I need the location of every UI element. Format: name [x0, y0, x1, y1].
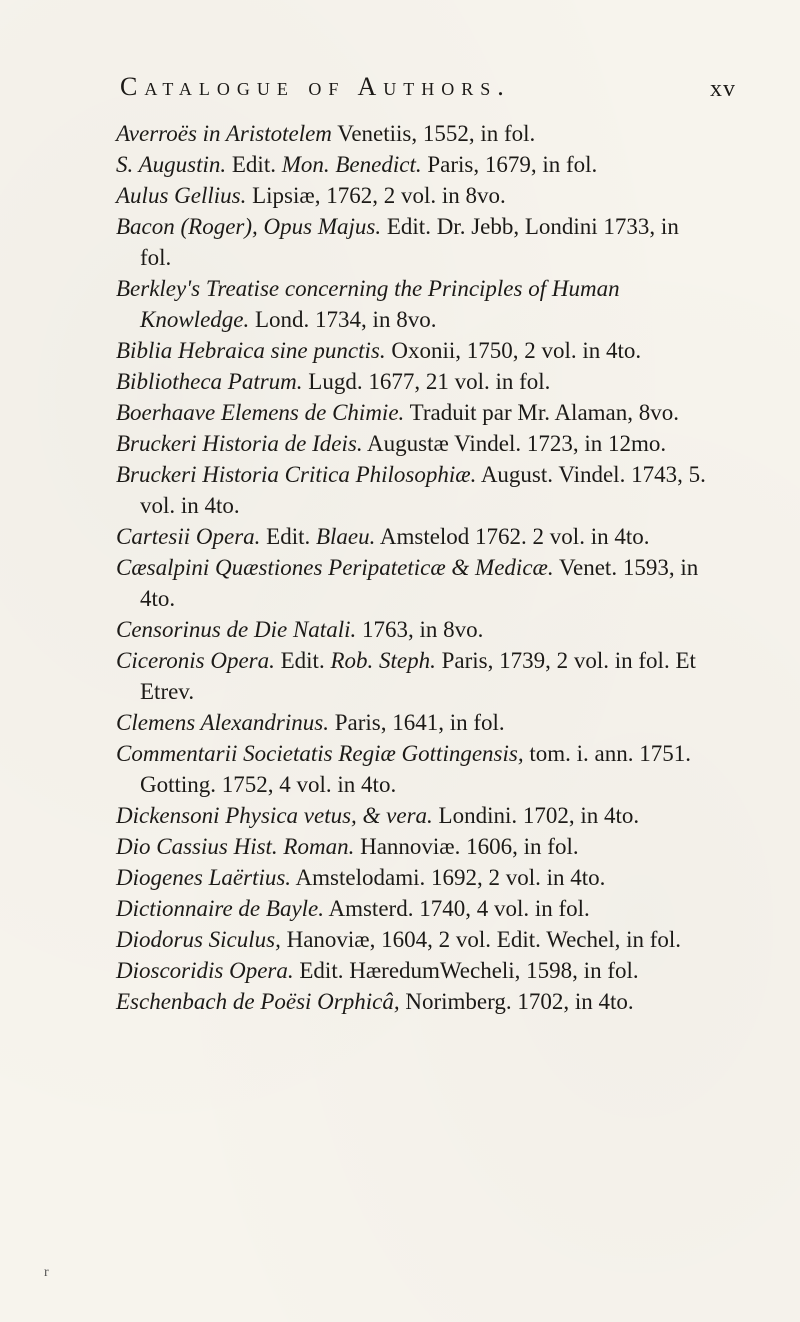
- entry-title: Cartesii Opera.: [116, 524, 261, 549]
- entry-title: Averroës in Aristotelem: [116, 121, 332, 146]
- entry-details: Lond. 1734, in 8vo.: [249, 307, 437, 332]
- entry-details: Paris, 1679, in fol.: [421, 152, 598, 177]
- catalogue-entry: [0, 862, 710, 893]
- entry-details: Edit. Dr. Jebb, Londini 1733, in fol.: [140, 214, 679, 270]
- catalogue-entry: [0, 645, 710, 707]
- entry-title: Aulus Gellius.: [116, 183, 247, 208]
- entry-details: Amstelodami. 1692, 2 vol. in 4to.: [291, 865, 606, 890]
- catalogue-entry: [0, 428, 710, 459]
- entry-title: Mon. Benedict.: [281, 152, 422, 177]
- entry-details: Venet. 1593, in 4to.: [140, 555, 699, 611]
- catalogue-entry: [0, 800, 710, 831]
- entry-details: Lugd. 1677, 21 vol. in fol.: [302, 369, 551, 394]
- stray-mark: r: [44, 1265, 49, 1280]
- entry-details: Amstelod 1762. 2 vol. in 4to.: [375, 524, 650, 549]
- entry-title: S. Augustin.: [116, 152, 227, 177]
- entry-details: Oxonii, 1750, 2 vol. in 4to.: [385, 338, 642, 363]
- entry-details: 1763, in 8vo.: [356, 617, 484, 642]
- catalogue-entry: [0, 335, 710, 366]
- catalogue-entry: [0, 118, 710, 149]
- entry-details: Traduit par Mr. Alaman, 8vo.: [404, 400, 680, 425]
- entry-details: Lipsiæ, 1762, 2 vol. in 8vo.: [246, 183, 506, 208]
- catalogue-entry: [0, 924, 710, 955]
- entry-details: Hannoviæ. 1606, in fol.: [354, 834, 579, 859]
- entry-details: August. Vindel. 1743, 5. vol. in 4to.: [140, 462, 706, 518]
- catalogue-entry: [0, 149, 710, 180]
- entry-title: Bacon (Roger), Opus Majus.: [116, 214, 382, 239]
- entry-details: Paris, 1641, in fol.: [328, 710, 505, 735]
- entry-title: Cæsalpini Quæstiones Peripateticæ & Medicæ.: [116, 555, 554, 580]
- entry-title: Diodorus Siculus,: [116, 927, 281, 952]
- entry-details: Edit.: [274, 648, 331, 673]
- catalogue-entry: [0, 893, 710, 924]
- entry-title: Eschenbach de Poësi Orphicâ,: [116, 989, 400, 1014]
- entry-details: Amsterd. 1740, 4 vol. in fol.: [324, 896, 590, 921]
- entry-title: Bibliotheca Patrum.: [116, 369, 303, 394]
- page-header: Catalogue of Authors.: [120, 72, 511, 101]
- catalogue-entry: [0, 273, 710, 335]
- entry-title: Clemens Alexandrinus.: [116, 710, 329, 735]
- catalogue-entry: [0, 459, 710, 521]
- catalogue-entry: [0, 180, 710, 211]
- entry-details: Edit.: [260, 524, 316, 549]
- entry-title: Rob. Steph.: [330, 648, 436, 673]
- entry-details: Augustæ Vindel. 1723, in 12mo.: [362, 431, 667, 456]
- entry-title: Biblia Hebraica sine punctis.: [116, 338, 386, 363]
- entry-title: Ciceronis Opera.: [116, 648, 275, 673]
- entry-title: Dioscoridis Opera.: [116, 958, 294, 983]
- entry-title: Bruckeri Historia de Ideis.: [116, 431, 363, 456]
- catalogue-entry: [0, 831, 710, 862]
- catalogue-entry: [0, 552, 710, 614]
- entry-title: Commentarii Societatis Regiæ Gottingensis,: [116, 741, 524, 766]
- catalogue-entries: [0, 118, 800, 1017]
- entry-details: Edit. HæredumWecheli, 1598, in fol.: [293, 958, 639, 983]
- entry-details: Norimberg. 1702, in 4to.: [399, 989, 634, 1014]
- catalogue-entry: [0, 614, 710, 645]
- catalogue-entry: [0, 986, 710, 1017]
- entry-details: Paris, 1739, 2 vol. in fol. Et Etrev.: [140, 648, 696, 704]
- entry-title: Bruckeri Historia Critica Philosophiæ.: [116, 462, 477, 487]
- catalogue-entry: [0, 738, 710, 800]
- catalogue-entry: [0, 707, 710, 738]
- entry-title: Diogenes Laërtius.: [116, 865, 292, 890]
- entry-details: tom. i. ann. 1751. Gotting. 1752, 4 vol. in 4to.: [140, 741, 691, 797]
- entry-title: Dickensoni Physica vetus, & vera.: [116, 803, 433, 828]
- entry-title: Boerhaave Elemens de Chimie.: [116, 400, 405, 425]
- entry-title: Censorinus de Die Natali.: [116, 617, 357, 642]
- entry-title: Dio Cassius Hist. Roman.: [116, 834, 355, 859]
- entry-title: Berkley's Treatise concerning the Principles of Human Knowledge.: [116, 276, 620, 332]
- entry-details: Hanoviæ, 1604, 2 vol. Edit. Wechel, in fol.: [280, 927, 682, 952]
- page-number: xv: [710, 76, 736, 102]
- entry-title: Dictionnaire de Bayle.: [116, 896, 324, 921]
- catalogue-entry: [0, 366, 710, 397]
- catalogue-entry: [0, 521, 710, 552]
- catalogue-entry: [0, 955, 710, 986]
- entry-details: Londini. 1702, in 4to.: [432, 803, 640, 828]
- entry-title: Blaeu.: [315, 524, 376, 549]
- catalogue-entry: [0, 211, 710, 273]
- entry-details: Venetiis, 1552, in fol.: [331, 121, 536, 146]
- entry-details: Edit.: [226, 152, 282, 177]
- catalogue-entry: [0, 397, 710, 428]
